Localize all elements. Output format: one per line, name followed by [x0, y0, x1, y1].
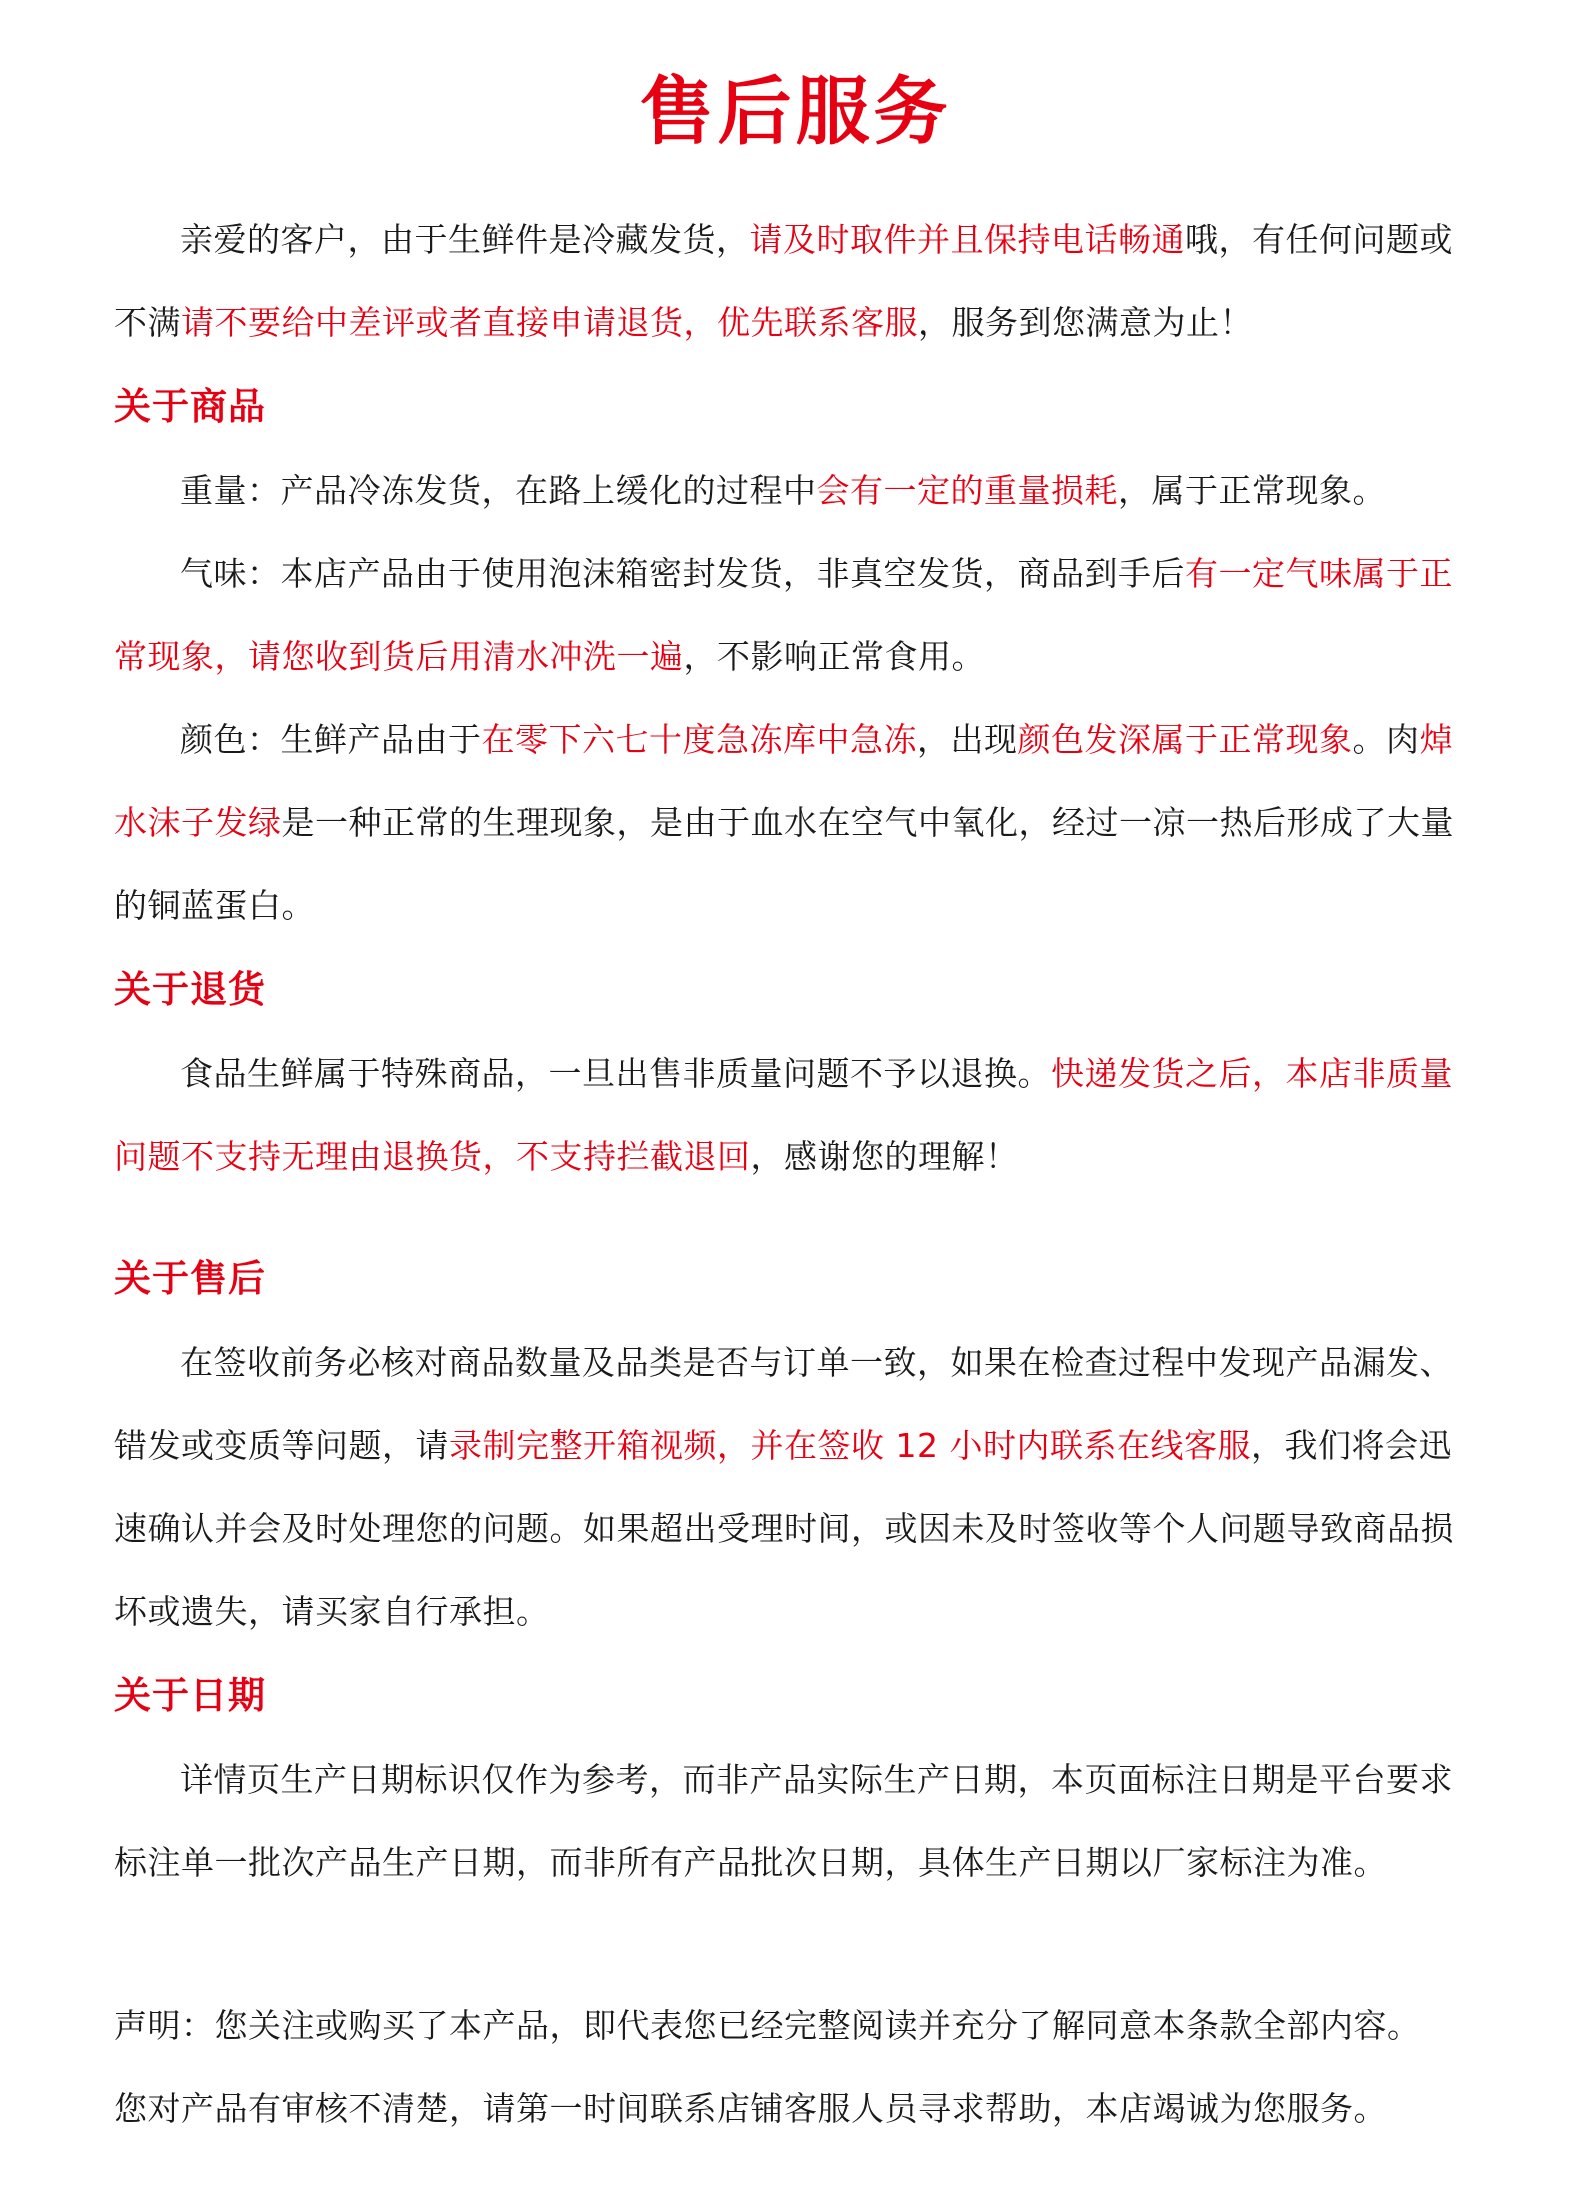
return-paragraph [114, 1032, 1477, 1198]
intro-text-1: 亲爱的客户，由于生鲜件是冷藏发货， [180, 220, 750, 259]
color-highlight-1: 在零下六七十度急冻库中急冻 [481, 720, 917, 759]
color-text-1: 颜色：生鲜产品由于 [180, 720, 482, 759]
intro-highlight-1: 请及时取件并且保持电话畅通 [749, 220, 1185, 259]
goods-color-paragraph [114, 698, 1477, 947]
statement-line-1: 声明：您关注或购买了本产品，即代表您已经完整阅读并充分了解同意本条款全部内容。 [114, 2006, 1421, 2045]
aftersale-text-1: 在签收前务必核对商品数量及品类是否与订单一致，如果在检查过程中发现产品漏发、错发或变质等问题，请 [114, 1343, 1453, 1465]
smell-text-2: ，不影响正常食用。 [683, 637, 985, 676]
aftersale-paragraph [114, 1321, 1477, 1653]
goods-smell-paragraph [114, 532, 1477, 698]
aftersale-text-2: ，我们将会迅速确认并会及时处理您的问题。如果超出受理时间，或因未及时签收等个人问题导致商品损坏或遗失，请买家自行承担。 [114, 1426, 1454, 1631]
intro-highlight-2: 请不要给中差评或者直接申请退货，优先联系客服 [181, 303, 918, 342]
section-heading-aftersale: 关于售后 [114, 1257, 266, 1300]
section-heading-return: 关于退货 [114, 968, 266, 1011]
date-paragraph: 详情页生产日期标识仅作为参考，而非产品实际生产日期，本页面标注日期是平台要求标注单一批次产品生产日期，而非所有产品批次日期，具体生产日期以厂家标注为准。 [114, 1760, 1453, 1882]
smell-highlight: 有一定气味属于正常现象，请您收到货后用清水冲洗一遍 [114, 554, 1453, 676]
page-title: 售后服务 [639, 69, 952, 155]
return-text-2: ，感谢您的理解！ [750, 1137, 1019, 1176]
return-highlight: 快递发货之后，本店非质量问题不支持无理由退换货，不支持拦截退回 [114, 1054, 1453, 1176]
color-text-3: 。肉 [1352, 720, 1420, 759]
color-highlight-2: 颜色发深属于正常现象 [1017, 720, 1353, 759]
goods-weight-paragraph [114, 449, 1477, 532]
section-heading-goods: 关于商品 [114, 385, 266, 428]
intro-paragraph [114, 198, 1477, 364]
weight-text-1: 重量：产品冷冻发货，在路上缓化的过程中 [180, 471, 817, 510]
color-highlight-3: 焯水沫子发绿 [114, 720, 1453, 842]
statement-line-2: 您对产品有审核不清楚，请第一时间联系店铺客服人员寻求帮助，本店竭诚为您服务。 [114, 2089, 1387, 2128]
section-heading-date: 关于日期 [114, 1674, 266, 1717]
return-text-1: 食品生鲜属于特殊商品，一旦出售非质量问题不予以退换。 [180, 1054, 1051, 1093]
weight-highlight: 会有一定的重量损耗 [816, 471, 1118, 510]
aftersale-highlight: 录制完整开箱视频，并在签收 12 小时内联系在线客服 [449, 1426, 1251, 1465]
smell-text-1: 气味：本店产品由于使用泡沫箱密封发货，非真空发货，商品到手后 [180, 554, 1185, 593]
intro-text-2: 哦，有任何问题或不满 [114, 220, 1453, 342]
color-text-2: ，出现 [917, 720, 1018, 759]
weight-text-2: ，属于正常现象。 [1118, 471, 1386, 510]
intro-text-3: ，服务到您满意为止！ [918, 303, 1253, 342]
color-text-4: 是一种正常的生理现象，是由于血水在空气中氧化，经过一凉一热后形成了大量的铜蓝蛋白。 [114, 803, 1454, 925]
